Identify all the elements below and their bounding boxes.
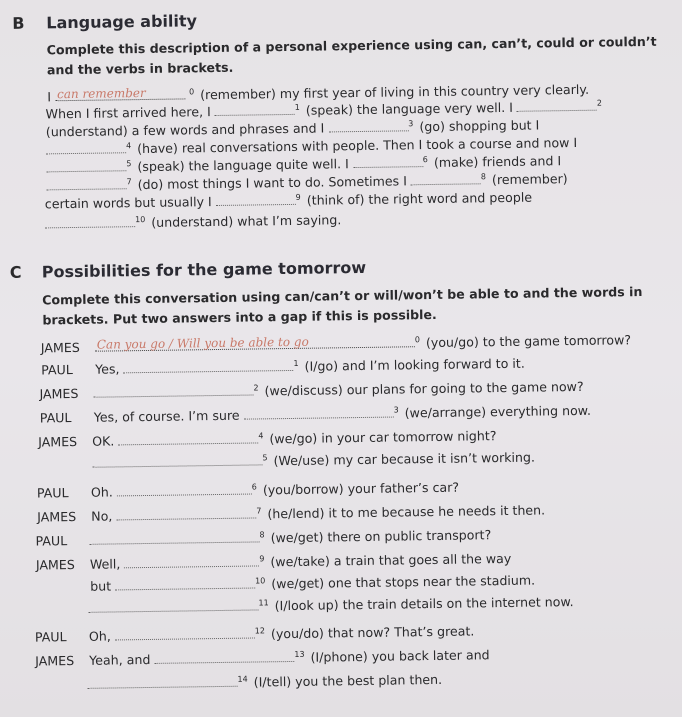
section-c-instruction-line-2: brackets. Put two answers into a gap if this is possible. (42, 306, 437, 328)
speaker-name: JAMES (35, 653, 75, 669)
text-line: $^{10}$ (understand) what I’m saying. (45, 211, 341, 231)
answer-gap[interactable] (46, 158, 126, 172)
answer-gap[interactable] (92, 452, 262, 467)
speaker-name: PAUL (41, 362, 73, 378)
example-answer-gap[interactable] (95, 334, 415, 351)
text-line: certain words but usually I $^9$ (think of) the right word and people (44, 189, 533, 212)
dialogue-line: but $^{10}$ (we/get) one that stops near the stadium. (90, 572, 536, 594)
handwritten-example-answer: Can you go / Will you be able to go (96, 334, 309, 352)
answer-gap[interactable] (118, 430, 258, 445)
dialogue-line: PAUL Oh. $^6$ (you/borrow) your father’s car? (36, 479, 460, 501)
speaker-name: JAMES (38, 433, 78, 450)
answer-gap[interactable] (116, 505, 256, 520)
speaker-name: PAUL (36, 485, 69, 501)
dialogue-line: PAUL Yes, of course. I’m sure $^3$ (we/arrange) everything now. (39, 402, 592, 426)
answer-gap[interactable] (124, 553, 259, 568)
answer-gap[interactable] (517, 98, 597, 112)
answer-gap[interactable] (328, 118, 408, 132)
section-c-title: Possibilities for the game tomorrow (41, 257, 367, 282)
dialogue-line: JAMES Yeah, and $^{13}$ (I/phone) you back later and (35, 647, 490, 669)
answer-gap[interactable] (88, 597, 258, 612)
speaker-name: JAMES (39, 385, 79, 402)
text-line: (understand) a few words and phrases and I $^3$ (go) shopping but I (45, 117, 540, 140)
section-c-letter: C (9, 262, 22, 282)
answer-gap[interactable] (154, 649, 294, 664)
dialogue-line: $^{14}$ (I/tell) you the best plan then. (33, 671, 442, 693)
section-b-title: Language ability (46, 11, 198, 33)
answer-gap[interactable] (215, 102, 295, 116)
text-line: $^4$ (have) real conversations with people. Then I took a course and now I (46, 134, 577, 157)
answer-gap[interactable] (353, 154, 423, 168)
answer-gap[interactable] (46, 176, 126, 190)
speaker-name: JAMES (40, 339, 80, 356)
answer-gap[interactable] (117, 482, 252, 497)
dialogue-line: PAUL Yes, $^1$ (I/go) and I’m looking forward to it. (41, 355, 525, 378)
answer-gap[interactable] (45, 214, 135, 228)
dialogue-line: JAMES $^2$ (we/discuss) our plans for going to the game now? (39, 378, 584, 402)
text-line: $^5$ (speak) the language quite well. I $^6$ (make) friends and I (46, 152, 561, 175)
speaker-name (39, 468, 93, 469)
handwritten-example-answer: can remember (56, 85, 146, 102)
text-line: When I first arrived here, I $^1$ (speak) the language very well. I $^2$ (45, 98, 602, 122)
dialogue-line: $^{11}$ (I/look up) the train details on the internet now. (34, 593, 573, 617)
answer-gap[interactable] (115, 575, 255, 590)
answer-gap[interactable] (115, 626, 255, 641)
answer-gap[interactable] (216, 192, 296, 206)
dialogue-line: JAMES No, $^7$ (he/lend) it to me because he needs it then. (37, 502, 546, 525)
section-c-instruction-line-1: Complete this conversation using can/can’t or will/won’t be able to and the words in (42, 284, 643, 308)
example-answer-gap[interactable] (55, 86, 185, 101)
answer-gap[interactable] (87, 674, 237, 689)
section-b-instruction-line-2: and the verbs in brackets. (46, 59, 234, 78)
section-b-letter: B (12, 13, 25, 33)
speaker-name: JAMES (37, 508, 77, 525)
answer-gap[interactable] (243, 405, 393, 420)
speaker-name: JAMES (35, 557, 75, 573)
answer-gap[interactable] (411, 171, 481, 185)
speaker-name: PAUL (34, 629, 67, 645)
dialogue-line: PAUL Oh, $^{12}$ (you/do) that now? That’s great. (34, 623, 475, 645)
dialogue-line: JAMES Well, $^9$ (we/take) a train that goes all the way (35, 550, 512, 573)
dialogue-line: JAMES Can you go / Will you be able to go $^0$ (you/go) to the game tomorrow? (40, 332, 632, 356)
text-line: $^7$ (do) most things I want to do. Sometimes I $^8$ (remember) (46, 170, 567, 193)
dialogue-line: PAUL $^8$ (we/get) there on public transport? (35, 527, 492, 549)
speaker-name: PAUL (35, 533, 68, 549)
text-line: I can remember $^0$ (remember) my first year of living in this country very clearly. (47, 81, 590, 105)
answer-gap[interactable] (46, 140, 126, 154)
section-b-instruction-line-1: Complete this description of a personal experience using can, can’t, could or couldn’t (46, 33, 657, 58)
answer-gap[interactable] (93, 382, 253, 397)
dialogue-line: $^5$ (We/use) my car because it isn’t working. (38, 449, 535, 472)
speaker-name: PAUL (39, 410, 72, 426)
speaker-name (36, 591, 90, 592)
dialogue-line: JAMES OK. $^4$ (we/go) in your car tomorrow night? (38, 428, 497, 450)
speaker-name (34, 689, 88, 690)
answer-gap[interactable] (123, 358, 293, 373)
answer-gap[interactable] (89, 529, 259, 544)
speaker-name (35, 613, 89, 614)
